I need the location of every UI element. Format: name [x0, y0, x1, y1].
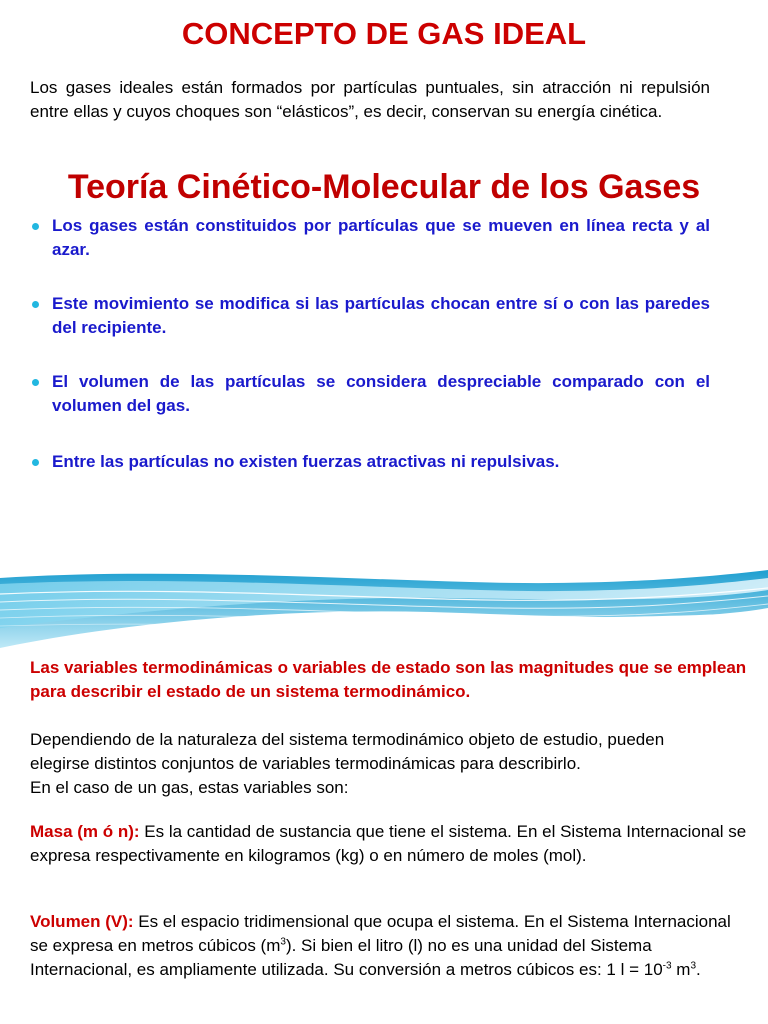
list-item: [30, 292, 710, 340]
bullet-dot-icon: [32, 379, 39, 386]
paragraph-line: En el caso de un gas, estas variables son:: [30, 778, 349, 797]
superscript: 3: [690, 960, 697, 972]
definition-paragraph: Las variables termodinámicas o variables de estado son las magnitudes que se emplean para describir el estado de un sistema termodinámico.: [30, 658, 747, 701]
list-item: [30, 214, 710, 262]
volume-description-2: ). Si bien el litro (l) no es una unidad del Sistema Internacional, es ampliamente utilizada. Su conversión a metros cúbicos es: 1 l = 10: [30, 936, 663, 979]
page-title: CONCEPTO DE GAS IDEAL: [181, 16, 587, 51]
paragraph-line: elegirse distintos conjuntos de variables termodinámicas para describirlo.: [30, 754, 581, 773]
bullet-dot-icon: [32, 459, 39, 466]
mass-description: Es la cantidad de sustancia que tiene el sistema. En el Sistema Internacional se expresa respectivamente en kilogramos (kg) o en número de moles (mol).: [30, 822, 747, 865]
mass-paragraph: [30, 820, 750, 868]
intro-paragraph: Los gases ideales están formados por partículas puntuales, sin atracción ni repulsión entre ellas y cuyos choques son “elásticos”, es decir, conservan su energía cinética.: [30, 78, 710, 121]
list-item-text: Los gases están constituidos por partículas que se mueven en línea recta y al azar.: [52, 216, 710, 259]
volume-description-4: .: [696, 960, 701, 979]
section-subtitle: Teoría Cinético-Molecular de los Gases: [67, 168, 701, 206]
bullet-dot-icon: [32, 301, 39, 308]
volume-description-1: Es el espacio tridimensional que ocupa el sistema. En el Sistema Internacional se expresa en metros cúbicos (m: [30, 912, 731, 955]
bullet-dot-icon: [32, 223, 39, 230]
mass-term: Masa (m ó n):: [30, 822, 140, 841]
list-item-text: El volumen de las partículas se considera despreciable comparado con el volumen del gas.: [52, 372, 710, 415]
superscript: 3: [280, 936, 286, 948]
list-item-text: Este movimiento se modifica si las partículas chocan entre sí o con las paredes del recipiente.: [52, 294, 710, 337]
context-paragraph: [30, 728, 750, 800]
decorative-wave: [0, 568, 768, 658]
volume-paragraph: [30, 910, 750, 982]
superscript: -3: [662, 960, 672, 972]
volume-description-3: m: [671, 960, 691, 979]
paragraph-line: Dependiendo de la naturaleza del sistema termodinámico objeto de estudio, pueden: [30, 730, 665, 749]
volume-term: Volumen (V):: [30, 912, 134, 931]
list-item: [30, 450, 710, 474]
list-item: [30, 370, 710, 418]
list-item-text: Entre las partículas no existen fuerzas atractivas ni repulsivas.: [52, 452, 560, 471]
